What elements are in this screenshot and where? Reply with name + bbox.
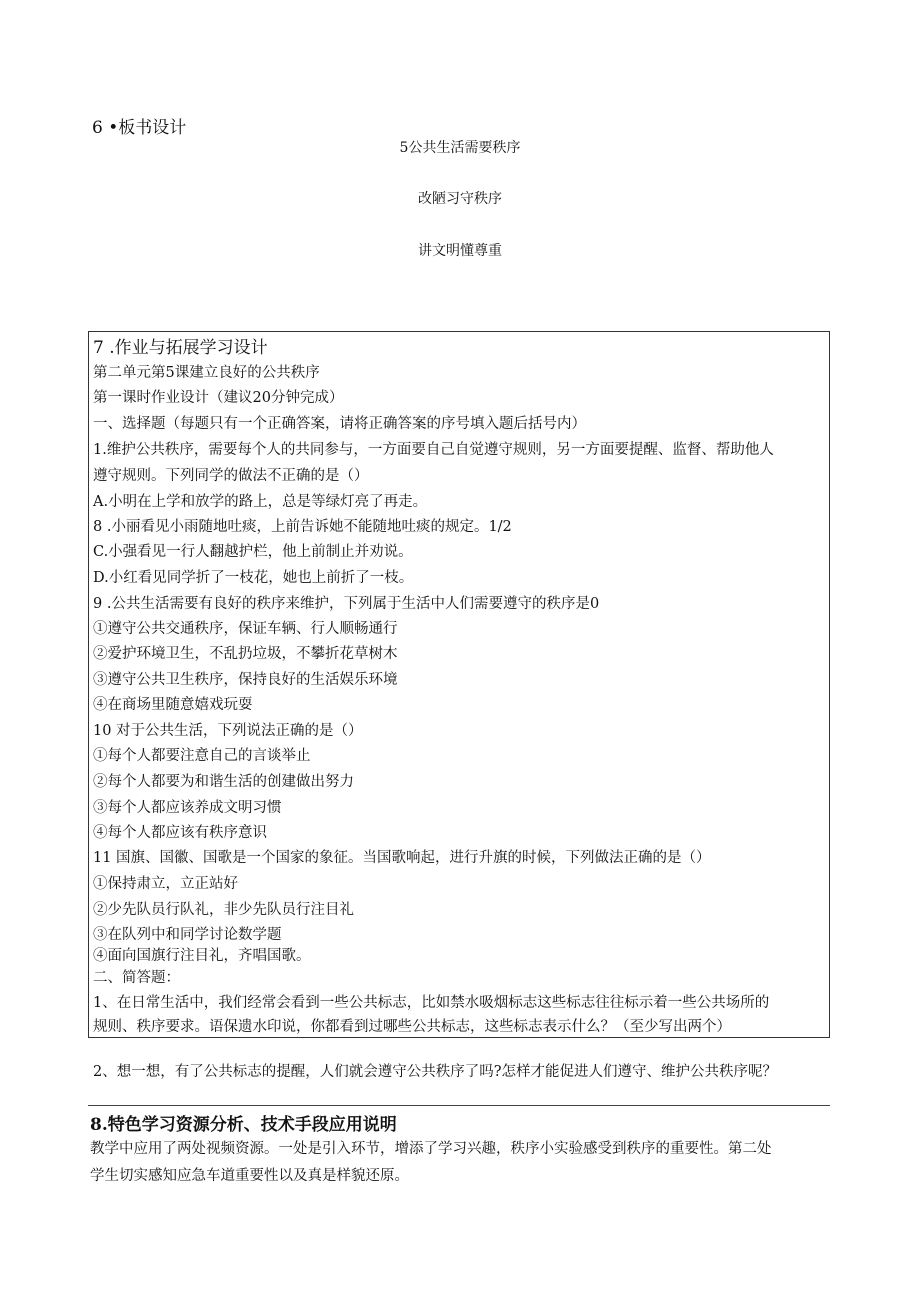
homework-line: ②每个人都要为和谐生活的创建做出努力	[93, 774, 354, 790]
board-line-2: 改陋习守秩序	[418, 191, 502, 207]
homework-line: D.小红看见同学折了一枝花，她也上前折了一枝。	[93, 570, 414, 586]
section-7-title: 7 .作业与拓展学习设计	[93, 338, 268, 358]
board-line-1: 5公共生活需要秩序	[399, 140, 521, 156]
homework-line: 9 .公共生活需要有良好的秩序来维护，下列属于生活中人们需要遵守的秩序是0	[93, 596, 600, 612]
homework-line: 二、简答题：	[93, 970, 180, 986]
homework-line: 10 对于公共生活，下列说法正确的是（）	[93, 723, 363, 739]
homework-line: 遵守规则。下列同学的做法不正确的是（）	[93, 468, 369, 484]
question-2-text: 2、想一想，有了公共标志的提醒，人们就会遵守公共秩序了吗?怎样才能促进人们遵守、维护公共秩序呢？	[93, 1064, 777, 1080]
section-8-title: 8.特色学习资源分析、技术手段应用说明	[90, 1115, 397, 1135]
homework-line: 11 国旗、国徽、国歌是一个国家的象征。当国歌响起，进行升旗的时候，下列做法正确的是（）	[93, 850, 711, 866]
homework-line: ④在商场里随意嬉戏玩耍	[93, 697, 253, 713]
board-line-3: 讲文明懂尊重	[418, 243, 502, 259]
homework-line: ①遵守公共交通秩序，保证车辆、行人顺畅通行	[93, 621, 398, 637]
homework-line: ②少先队员行队礼，非少先队员行注目礼	[93, 902, 354, 918]
homework-line: ①保持肃立，立正站好	[93, 876, 238, 892]
homework-line: 一、选择题（每题只有一个正确答案，请将正确答案的序号填入题后括号内）	[93, 416, 586, 432]
section-6-title: 6 •板书设计	[92, 118, 187, 138]
homework-line: 1.维护公共秩序，需要每个人的共同参与，一方面要自己自觉遵守规则，另一方面要提醒、监督、帮助他人	[93, 442, 774, 458]
homework-line: ③在队列中和同学讨论数学题	[93, 927, 282, 943]
homework-line: ①每个人都要注意自己的言谈举止	[93, 748, 311, 764]
homework-box	[88, 331, 830, 1038]
homework-line: 1、在日常生活中，我们经常会看到一些公共标志，比如禁水吸烟标志这些标志往往标示着一些公共场所的	[93, 995, 770, 1011]
section-8-paragraph-line: 教学中应用了两处视频资源。一处是引入环节，增添了学习兴趣，秩序小实验感受到秩序的重要性。第二处	[90, 1141, 772, 1157]
homework-line: ②爱护环境卫生，不乱扔垃圾，不攀折花草树木	[93, 646, 398, 662]
divider	[88, 1105, 830, 1106]
homework-line: ③遵守公共卫生秩序，保持良好的生活娱乐环境	[93, 672, 398, 688]
homework-line: A.小明在上学和放学的路上，总是等绿灯亮了再走。	[93, 494, 428, 510]
homework-line: 第二单元第5课建立良好的公共秩序	[93, 365, 320, 381]
section-8-paragraph-line: 学生切实感知应急车道重要性以及真是样貌还原。	[90, 1168, 409, 1184]
homework-line: 第一课时作业设计（建议20分钟完成）	[93, 390, 344, 406]
homework-line: C.小强看见一行人翻越护栏，他上前制止并劝说。	[93, 544, 413, 560]
homework-line: ④每个人都应该有秩序意识	[93, 825, 267, 841]
homework-line: 规则、秩序要求。语保遗水印说，你都看到过哪些公共标志，这些标志表示什么？（至少写出两个）	[93, 1019, 731, 1035]
homework-line: ③每个人都应该养成文明习惯	[93, 800, 282, 816]
homework-line: ④面向国旗行注目礼，齐唱国歌。	[93, 948, 311, 964]
homework-line: 8 .小丽看见小雨随地吐痰，上前告诉她不能随地吐痰的规定。1/2	[93, 519, 512, 535]
